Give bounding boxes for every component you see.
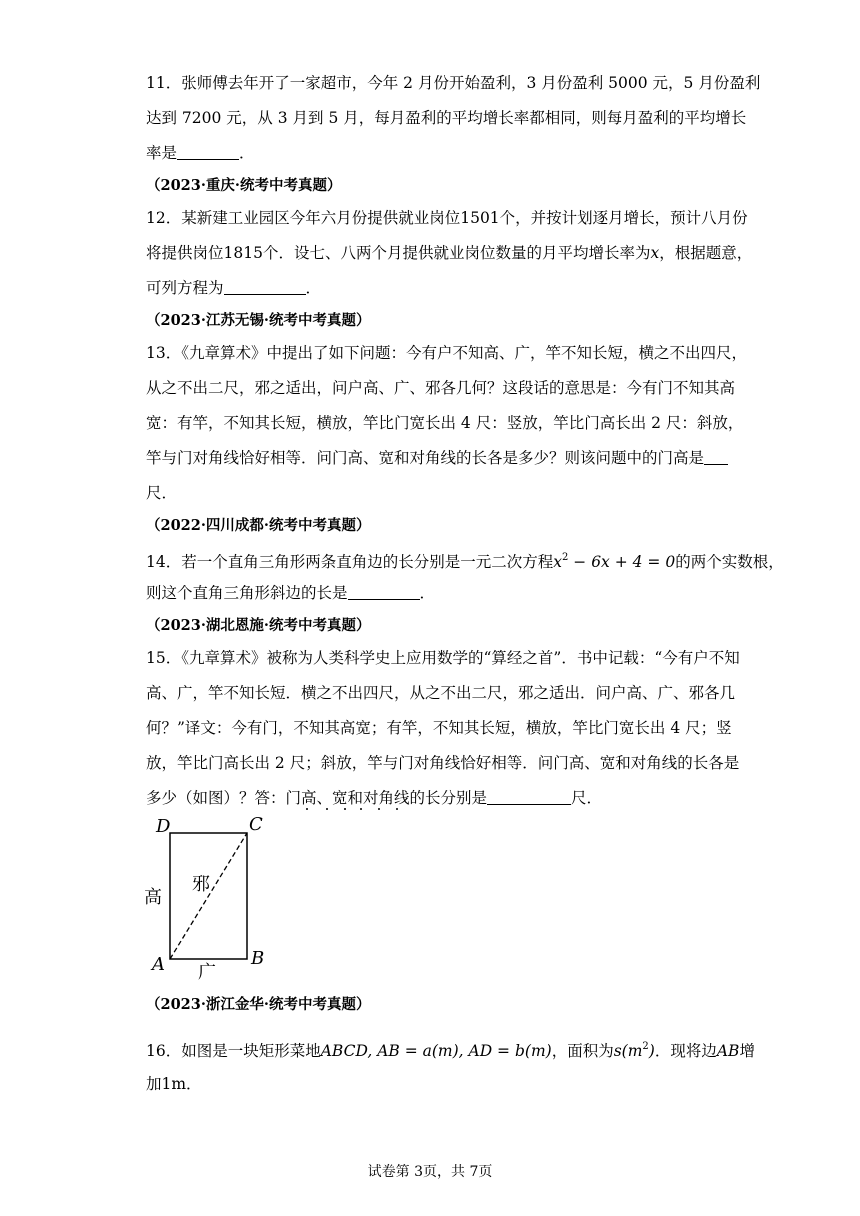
q12-answer-blank[interactable] xyxy=(224,279,306,295)
q14-line2-end: ． xyxy=(419,584,436,602)
q15-line1: 15．《九章算术》被称为人类科学史上应用数学的“算经之首”．书中记载：“今有户不知 xyxy=(146,649,740,667)
q16-area xyxy=(614,1042,655,1060)
q14-answer-blank[interactable] xyxy=(348,584,420,600)
q11-line2: 达到 7200 元，从 3 月到 5 月，每月盈利的平均增长率都相同，则每月盈利的平均增长 xyxy=(146,109,747,127)
source-q15: （2023·湖北恩施·统考中考真题） xyxy=(146,617,371,634)
q12-line3-end: ． xyxy=(305,279,322,297)
q15-answer-blank[interactable] xyxy=(487,789,571,805)
q13-line4 xyxy=(146,448,728,468)
q15-line4: 放，竿比门高长出 2 尺；斜放，竿与门对角线恰好相等．问门高、宽和对角线的长各是 xyxy=(146,754,740,772)
q16-area-end: ) xyxy=(648,1042,655,1060)
q12-line3 xyxy=(146,278,321,298)
q13-answer-blank[interactable] xyxy=(704,449,728,465)
q13-line2: 从之不出二尺，邪之适出，问户高、广、邪各几何？这段话的意思是：今有门不知其高 xyxy=(146,379,736,397)
q14-line1-a: 14．若一个直角三角形两条直角边的长分别是一元二次方程 xyxy=(146,553,554,571)
height-label: 高 xyxy=(144,887,162,908)
q16-area-exp: 2 xyxy=(642,1041,649,1052)
q12-line2-b: ，根据题意， xyxy=(659,244,753,262)
vertex-c-label: C xyxy=(249,814,263,835)
q13-line5: 尺． xyxy=(146,484,178,502)
q12-line2-a: 将提供岗位1815个．设七、八两个月提供就业岗位数量的月平均增长率为 xyxy=(146,244,651,262)
q12-line1: 12．某新建工业园区今年六月份提供就业岗位1501个，并按计划逐月增长，预计八月份 xyxy=(146,209,748,227)
q14-line2 xyxy=(146,583,435,603)
q16-line1-b: ，面积为 xyxy=(551,1042,614,1060)
q11-answer-blank[interactable] xyxy=(177,144,239,160)
q16-line1-d: 增 xyxy=(739,1042,755,1060)
source-q16: （2023·浙江金华·统考中考真题） xyxy=(146,996,371,1013)
q14-line1-b: 的两个实数根， xyxy=(675,553,784,571)
q14-line2-text: 则这个直角三角形斜边的长是 xyxy=(146,584,348,602)
vertex-a-label: A xyxy=(152,954,165,975)
q16-line1 xyxy=(146,1037,755,1061)
source-q12: （2023·重庆·统考中考真题） xyxy=(146,177,342,194)
q15-line5-end: 尺． xyxy=(571,789,603,807)
door-diagonal xyxy=(170,833,247,959)
source-q14: （2022·四川成都·统考中考真题） xyxy=(146,517,371,534)
q12-line2 xyxy=(146,243,752,263)
emphasis-dots xyxy=(306,808,416,812)
q16-line2: 加1m． xyxy=(146,1075,202,1093)
q16-line1-c: ．现将边 xyxy=(654,1042,717,1060)
q15-line3: 何？”译文：今有门，不知其高宽；有竿，不知其长短，横放，竿比门宽长出 4 尺；竖 xyxy=(146,719,732,737)
q14-equation-rest: − 6x + 4 = 0 xyxy=(568,553,676,571)
q15-emphasis-text: 门高、宽和对角线的长 xyxy=(285,789,441,807)
q13-line1: 13．《九章算术》中提出了如下问题：今有户不知高、广，竿不知长短，横之不出四尺， xyxy=(146,344,747,362)
width-label: 广 xyxy=(198,962,216,983)
q12-variable: x xyxy=(650,244,660,262)
q14-equation xyxy=(553,553,675,571)
page-footer: 试卷第 3页，共 7页 xyxy=(367,1164,493,1180)
q11-line3 xyxy=(146,143,255,163)
q16-math-dimensions: ABCD, AB = a(m), AD = b(m) xyxy=(320,1042,552,1060)
q11-line3-end: ． xyxy=(239,144,255,162)
q16-area-text: s(m xyxy=(613,1042,643,1060)
source-q13: （2023·江苏无锡·统考中考真题） xyxy=(146,312,371,329)
q15-line5-a: 多少（如图）？答： xyxy=(146,789,286,807)
q13-line4-text: 竿与门对角线恰好相等．问门高、宽和对角线的长各是多少？则该问题中的门高是 xyxy=(146,449,705,467)
q11-line3-text: 率是 xyxy=(146,144,178,162)
q15-line5 xyxy=(146,788,602,808)
q15-line2: 高、广，竿不知长短．横之不出四尺，从之不出二尺，邪之适出．问户高、广、邪各几 xyxy=(146,684,736,702)
q14-equation-exp: 2 xyxy=(561,552,569,563)
q11-line1: 11．张师傅去年开了一家超市，今年 2 月份开始盈利，3 月份盈利 5000 元，5 月份盈利 xyxy=(146,74,761,92)
q13-line3: 宽：有竿，不知其长短，横放，竿比门宽长出 4 尺：竖放，竿比门高长出 2 尺：斜放， xyxy=(146,414,744,432)
q16-side-ab: AB xyxy=(716,1042,740,1060)
q16-line1-a: 16．如图是一块矩形菜地 xyxy=(146,1042,321,1060)
q14-line1 xyxy=(146,548,784,572)
q15-line5-b: 分别是 xyxy=(440,789,488,807)
vertex-d-label: D xyxy=(156,816,171,837)
door-diagram xyxy=(140,810,280,983)
q14-equation-x: x xyxy=(553,553,562,571)
diagonal-label: 邪 xyxy=(192,874,210,895)
q12-line3-text: 可列方程为 xyxy=(146,279,224,297)
vertex-b-label: B xyxy=(251,948,265,969)
